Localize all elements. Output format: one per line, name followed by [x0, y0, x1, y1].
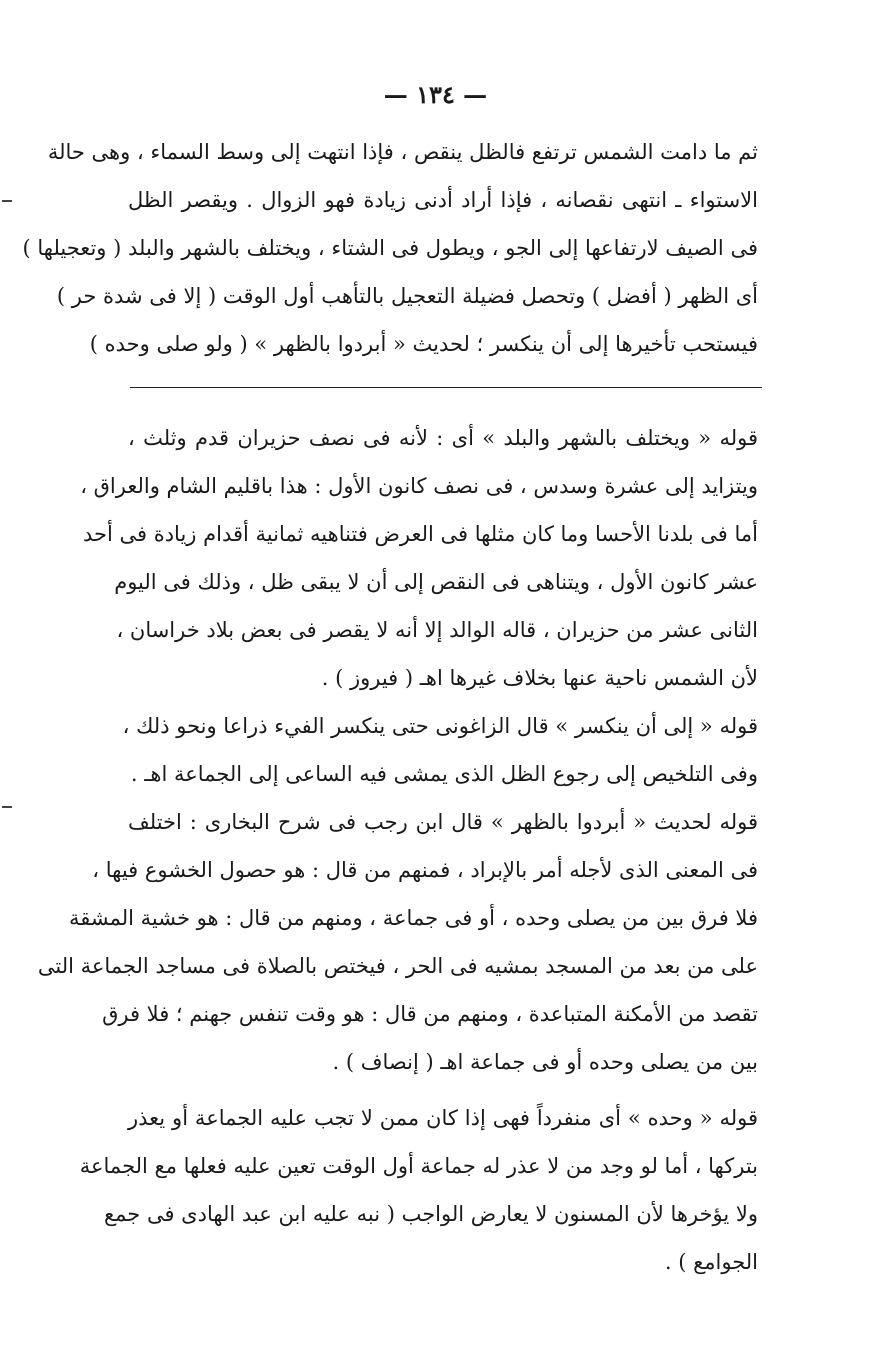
- footnote-line: على من بعد من المسجد بمشيه فى الحر ، فيختص بالصلاة فى مساجد الجماعة التى: [37, 954, 758, 978]
- footnote-line: الجوامع ) .: [664, 1250, 758, 1274]
- main-text-line: فيستحب تأخيرها إلى أن ينكسر ؛ لحديث « أبردوا بالظهر » ( ولو صلى وحده ): [89, 332, 758, 356]
- main-text-line: الاستواء ـ انتهى نقصانه ، فإذا أراد أدنى زيادة فهو الزوال . ويقصر الظل: [128, 188, 758, 212]
- footnote-line: فى المعنى الذى لأجله أمر بالإبراد ، فمنهم من قال : هو حصول الخشوع فيها ،: [92, 858, 758, 882]
- main-text-line: أى الظهر ( أفضل ) وتحصل فضيلة التعجيل بالتأهب أول الوقت ( إلا فى شدة حر ): [56, 284, 758, 308]
- footnote-line: لأن الشمس ناحية عنها بخلاف غيرها اهـ ( فيروز ) .: [321, 666, 758, 690]
- footnote-line: ولا يؤخرها لأن المسنون لا يعارض الواجب ( نبه عليه ابن عبد الهادى فى جمع: [103, 1202, 758, 1226]
- footnote-line: تقصد من الأمكنة المتباعدة ، ومنهم من قال : هو وقت تنفس جهنم ؛ فلا فرق: [102, 1002, 758, 1026]
- footnotes: [37, 414, 759, 1286]
- margin-mark: [2, 806, 12, 808]
- footnote-line: وفى التلخيص إلى رجوع الظل الذى يمشى فيه الساعى إلى الجماعة اهـ .: [130, 762, 758, 786]
- footnote-divider: [130, 387, 762, 388]
- footnote-paragraph: [80, 414, 758, 702]
- page-number: — ١٣٤ —: [383, 80, 488, 109]
- margin-mark: [2, 200, 12, 202]
- footnote-line: فلا فرق بين من يصلى وحده ، أو فى جماعة ، ومنهم من قال : هو خشية المشقة: [68, 906, 758, 930]
- footnote-line: قوله « وحده » أى منفرداً فهى إذا كان ممن لا تجب عليه الجماعة أو يعذر: [128, 1106, 758, 1130]
- main-text: [22, 128, 758, 368]
- footnote-line: بتركها ، أما لو وجد من لا عذر له جماعة أول الوقت تعين عليه فعلها مع الجماعة: [79, 1154, 758, 1178]
- main-text-line: فى الصيف لارتفاعها إلى الجو ، ويطول فى الشتاء ، ويختلف بالشهر والبلد ( وتعجيلها ): [22, 236, 758, 260]
- footnote-line: الثانى عشر من حزيران ، قاله الوالد إلا أنه لا يقصر فى بعض بلاد خراسان ،: [116, 618, 758, 642]
- main-text-line: ثم ما دامت الشمس ترتفع فالظل ينقص ، فإذا انتهت إلى وسط السماء ، وهى حالة: [47, 140, 758, 164]
- footnote-line: عشر كانون الأول ، ويتناهى فى النقص إلى أن لا يبقى ظل ، وذلك فى اليوم: [114, 570, 758, 594]
- paragraph-gap: [128, 1086, 758, 1094]
- footnote-line: بين من يصلى وحده أو فى جماعة اهـ ( إنصاف ) .: [332, 1050, 758, 1074]
- footnote-line: أما فى بلدنا الأحسا وما كان مثلها فى العرض فتناهيه ثمانية أقدام زيادة فى أحد: [82, 522, 758, 546]
- footnote-paragraph: [79, 1094, 758, 1286]
- footnote-paragraph: [122, 702, 758, 798]
- footnote-line: قوله « ويختلف بالشهر والبلد » أى : لأنه فى نصف حزيران قدم وثلث ،: [128, 426, 758, 450]
- footnote-paragraph: [37, 798, 759, 1086]
- footnote-line: قوله « إلى أن ينكسر » قال الزاغونى حتى ينكسر الفيء ذراعا ونحو ذلك ،: [122, 714, 758, 738]
- footnote-line: ويتزايد إلى عشرة وسدس ، فى نصف كانون الأول : هذا باقليم الشام والعراق ،: [80, 474, 758, 498]
- footnote-line: قوله لحديث « أبردوا بالظهر » قال ابن رجب فى شرح البخارى : اختلف: [128, 810, 759, 834]
